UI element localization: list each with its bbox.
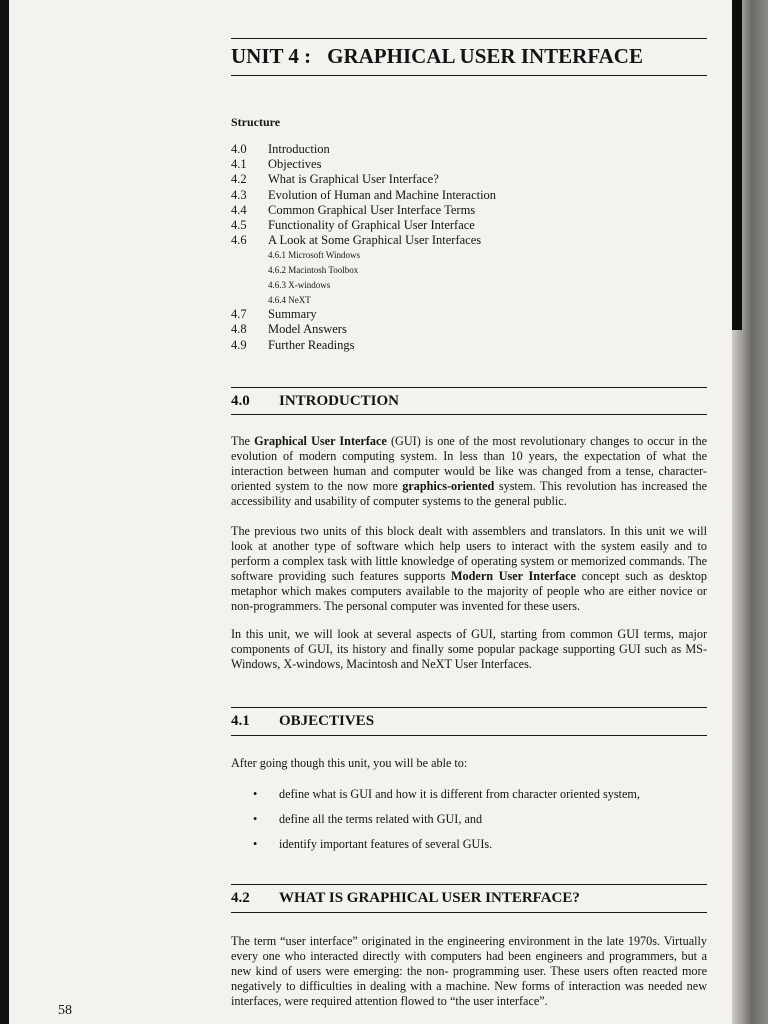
toc-item: 4.3 Evolution of Human and Machine Interaction (231, 187, 497, 202)
section-heading-introduction: 4.0 INTRODUCTION (231, 393, 400, 409)
title-bottom-rule (231, 75, 707, 76)
intro-paragraph-3: In this unit, we will look at several aspects of GUI, starting from common GUI terms, major components of GUI, its history and finally some popular package supporting GUI such as MS-Windows, X-windows, Macintosh and NeXT User Interfaces. (231, 627, 707, 672)
scan-right-edge (732, 0, 768, 1024)
toc-item: 4.7 Summary (231, 307, 317, 322)
section-heading-what-is-gui: 4.2 WHAT IS GRAPHICAL USER INTERFACE? (231, 890, 580, 906)
unit-title (231, 44, 643, 69)
intro-paragraph-1: The Graphical User Interface (GUI) is one of the most revolutionary changes to occur in the evolution of modern computing system. In less than 10 years, the expectation of what the interaction between human and computer would be like was changed from a tense, character-oriented system to the now more graphics-oriented system. This revolution has increased the accessibility and usability of computer systems to the general public. (231, 434, 708, 509)
section-rule (231, 414, 707, 415)
title-top-rule (231, 38, 707, 39)
page-number: 58 (58, 1003, 72, 1018)
toc-subitem: 4.6.2 Macintosh Toolbox (268, 265, 359, 276)
intro-paragraph-2: The previous two units of this block dealt with assemblers and translators. In this unit we will look at another type of software which help users to interact with the system easily and to perform a complex task with little knowledge of operating system or memorized commands. The software providing such features supports Modern User Interface concept such as desktop metaphor which makes computers available to the majority of people who are either novice or non-programmers. The personal computer was invented for these users. (231, 524, 707, 614)
section-heading-objectives: 4.1 OBJECTIVES (231, 713, 375, 729)
toc-subitem: 4.6.4 NeXT (268, 294, 311, 305)
toc-item: 4.9 Further Readings (231, 337, 355, 352)
section-rule (231, 387, 707, 388)
toc-item: 4.1 Objectives (231, 157, 322, 172)
toc-subitem: 4.6.3 X-windows (268, 279, 331, 290)
toc-subitem: 4.6.1 Microsoft Windows (268, 250, 360, 261)
section-rule (231, 707, 707, 708)
toc-item: 4.2 What is Graphical User Interface? (231, 172, 439, 187)
scan-left-edge (0, 0, 9, 1024)
section-rule (231, 735, 707, 736)
toc-item: 4.4 Common Graphical User Interface Terms (231, 202, 476, 217)
section-rule (231, 884, 707, 885)
toc-item: 4.0 Introduction (231, 142, 330, 156)
section-rule (231, 912, 707, 913)
table-of-contents (231, 142, 496, 353)
toc-item: 4.6 A Look at Some Graphical User Interfaces (231, 233, 482, 248)
what-is-paragraph-1: The term “user interface” originated in the engineering environment in the late 1970s. Virtually every one who interacted directly with computers had been engineers and programmers, but a new kind of users were emerging: the non- programming user. These users often reacted more negatively to difficulties in dealing with a machine. New forms of interaction was needed new interfaces, were required attention flowed to “the user interface”. (231, 934, 707, 1009)
toc-item: 4.5 Functionality of Graphical User Interface (231, 218, 475, 233)
unit-title-text: GRAPHICAL USER INTERFACE (327, 44, 643, 68)
objectives-intro: After going though this unit, you will be able to: (231, 756, 468, 770)
unit-label: UNIT 4 : (231, 44, 312, 68)
toc-item: 4.8 Model Answers (231, 322, 347, 337)
structure-label: Structure (231, 115, 281, 129)
